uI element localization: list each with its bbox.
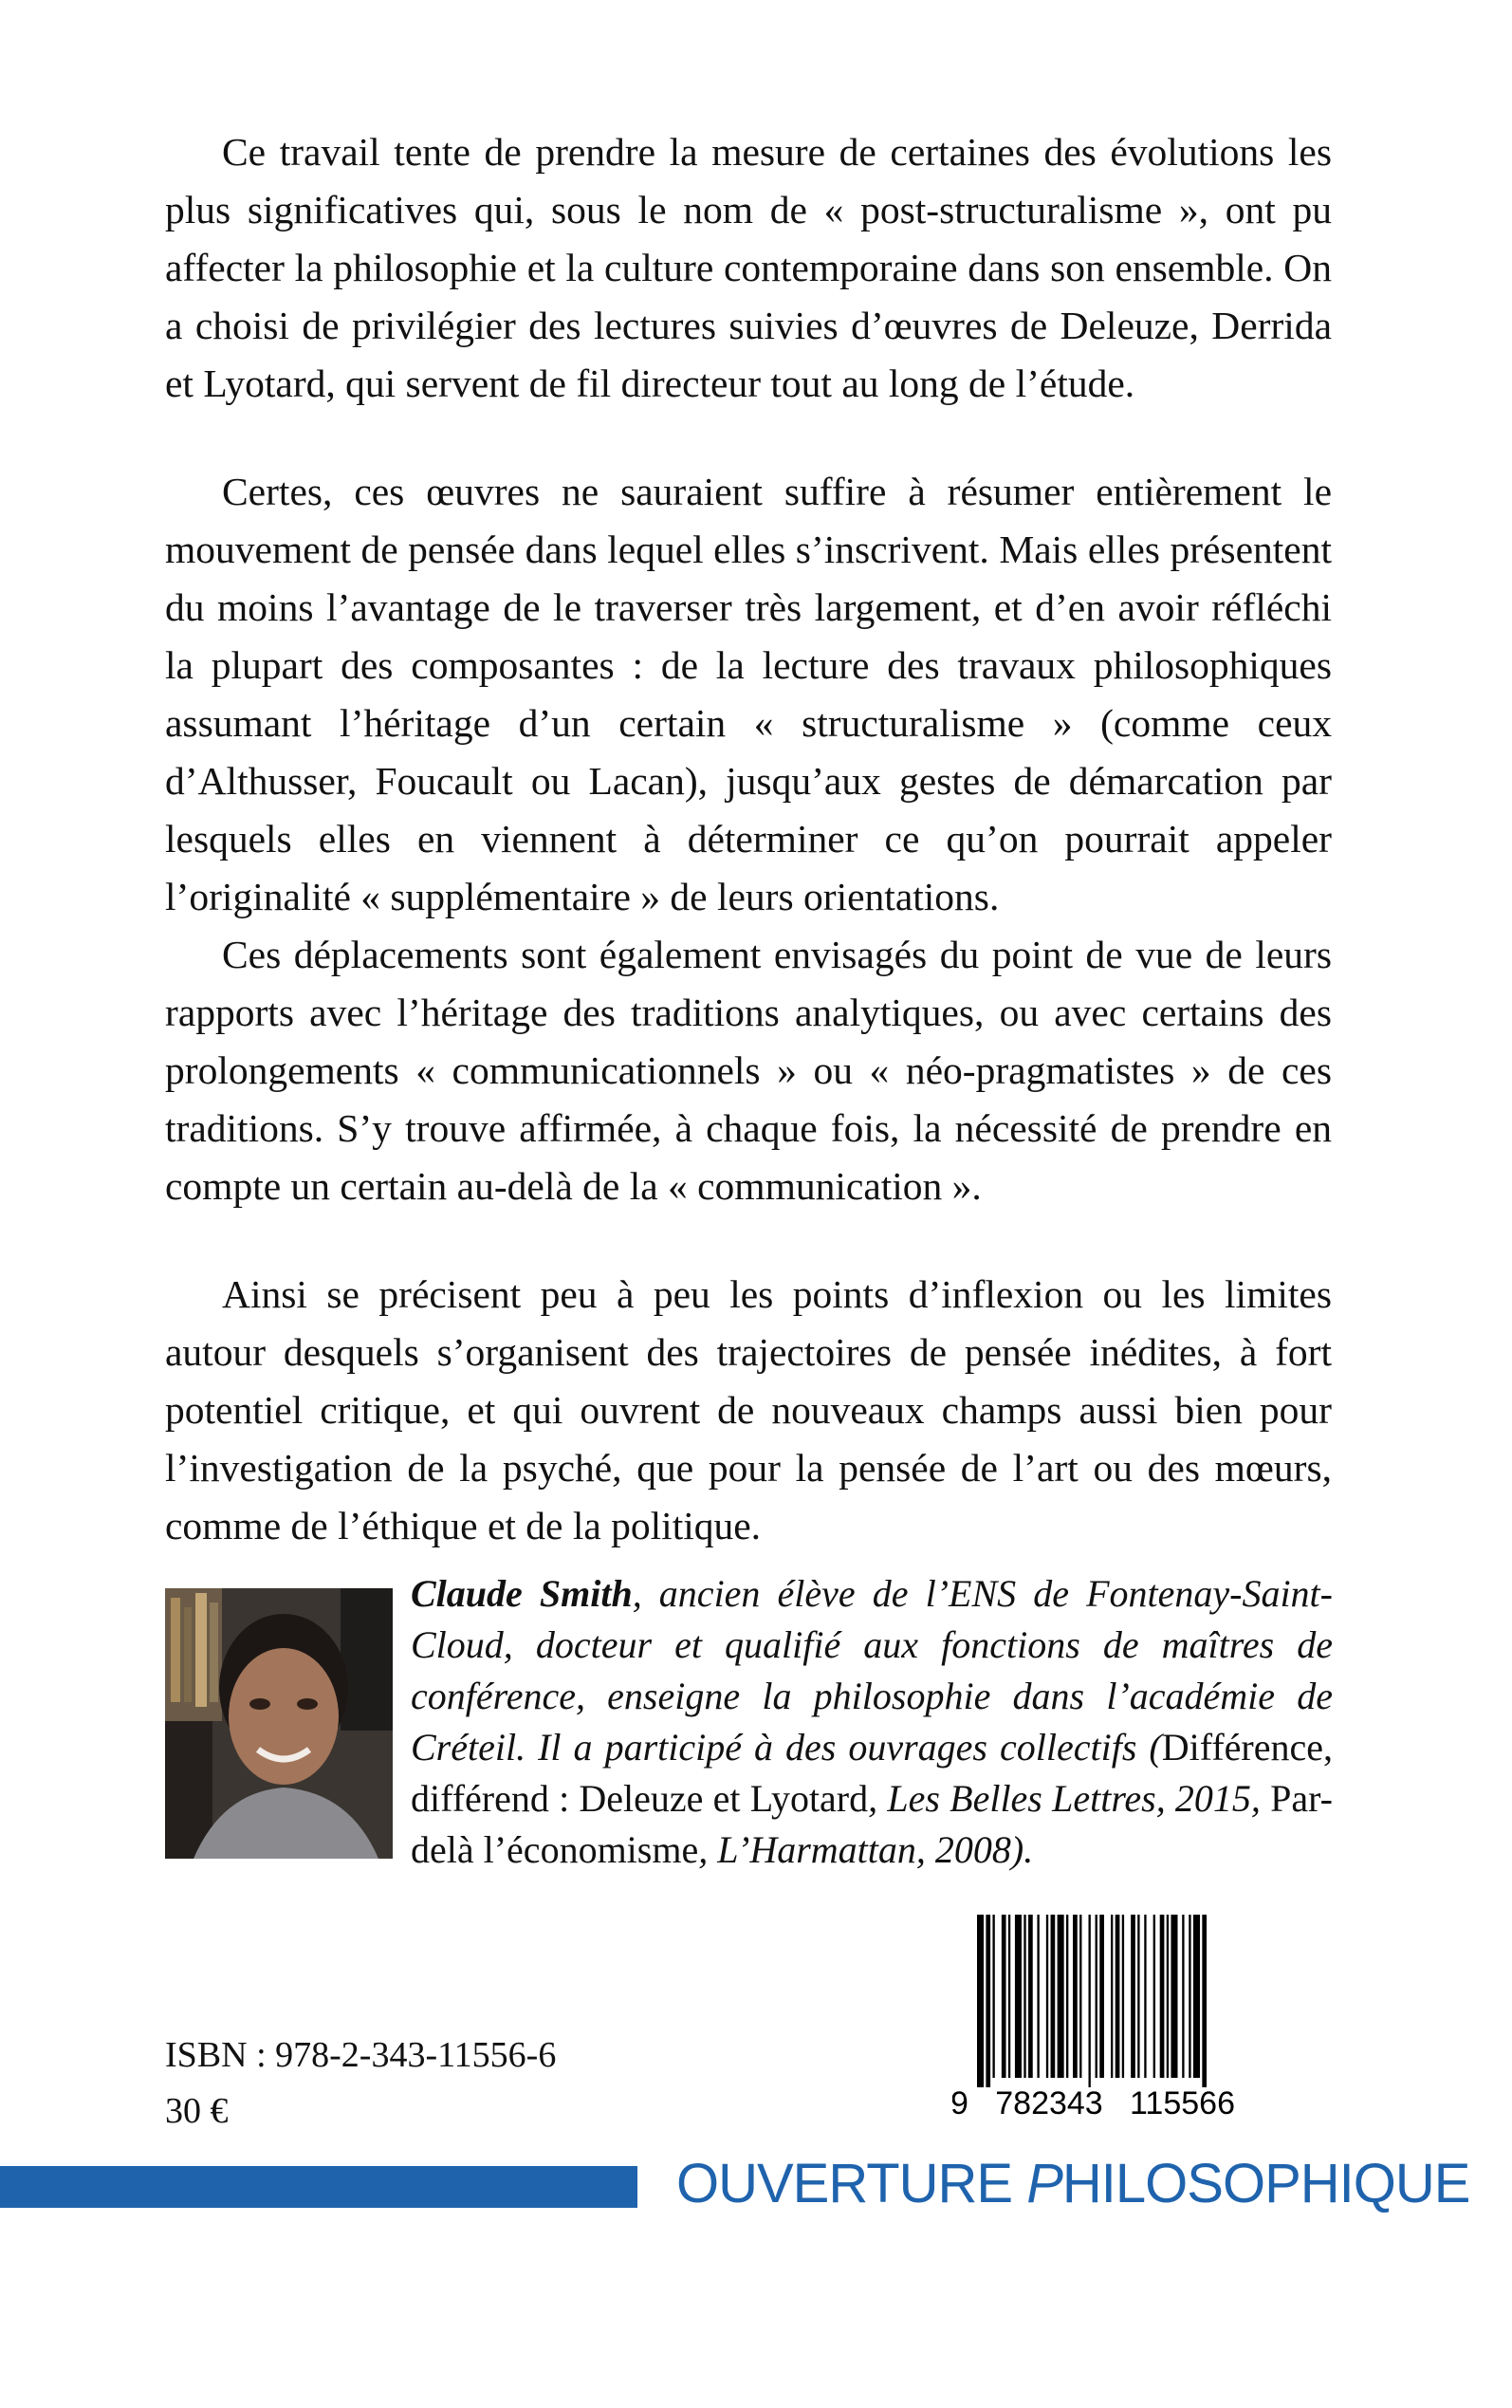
publisher-text: , Les Belles Lettres, 2015, [868,1777,1271,1820]
isbn-label: ISBN : 978-2-343-11556-6 [165,2035,557,2075]
barcode-bar [1111,1915,1113,2078]
barcode-bar [986,1915,990,2087]
barcode-bar [1066,1915,1068,2078]
barcode-bar [1096,1915,1097,2078]
barcode-bar [1046,1915,1048,2078]
series-color-bar [0,2166,637,2208]
barcode [952,1915,1334,2119]
price-label: 30 € [165,2091,229,2131]
author-photo [165,1588,393,1859]
barcode-bar [1037,1915,1039,2078]
barcode-bar [1144,1915,1146,2078]
barcode-bar [1051,1915,1056,2078]
barcode-bar [1171,1915,1177,2078]
barcode-bar [1079,1915,1081,2078]
barcode-bar [1193,1915,1200,2078]
author-portrait-image [165,1588,393,1859]
barcode-bar [1028,1915,1033,2078]
barcode-bar [1099,1915,1104,2078]
barcode-bar [977,1915,984,2087]
barcode-bars [952,1915,1334,2119]
blurb-paragraph: Ce travail tente de prendre la mesure de certaines des évolutions les plus significatives qui, sous le nom de « post-structuralisme », ont pu affecter la philosophie et la culture contemporaine dans son ensemble. On a choisi de privilégier des lectures suivies d’œuvres de Deleuze, Derrida et Lyotard, qui servent de fil directeur tout au long de l’étude. [165,130,1332,405]
barcode-bar [1002,1915,1006,2078]
barcode-bar [1015,1915,1022,2078]
barcode-bar [1073,1915,1078,2078]
barcode-bar [1089,1915,1091,2087]
publisher-text: , L’Harmattan, 2008). [698,1828,1034,1871]
author-name: Claude Smith [411,1572,633,1615]
work-title: Par-delà l’économisme [411,1777,1333,1871]
barcode-bar [1008,1915,1010,2078]
barcode-bar [1116,1915,1120,2078]
barcode-bar [992,1915,994,2078]
barcode-bar [1122,1915,1124,2078]
barcode-bar [1202,1915,1207,2087]
barcode-bar [1153,1915,1155,2078]
blurb-paragraph: Certes, ces œuvres ne sauraient suffire à résumer entièrement le mouvement de pensée dans lequel elles s’inscrivent. Mais elles présentent du moins l’avantage de le traverser très largement, et d’en avoir réfléchi la plupart des composantes : de la lecture des travaux philosophiques assumant l’héritage d’un certain « structuralisme » (comme ceux d’Althusser, Foucault ou Lacan), jusqu’aux gestes de démarcation par lesquels elles en viennent à déterminer ce qu’on pourrait appeler l’originalité « supplémentaire » de leurs orientations. [165,470,1332,918]
barcode-digits: 9 782343 115566 [952,2085,1235,2119]
barcode-bar [1189,1915,1190,2078]
work-title: Différence, différend : Deleuze et Lyotard [411,1726,1333,1820]
barcode-bar [1160,1915,1165,2078]
barcode-bar [1137,1915,1139,2078]
blurb-paragraph: Ainsi se précisent peu à peu les points d’inflexion ou les limites autour desquels s’organisent des trajectoires de pensée inédites, à fort potentiel critique, et qui ouvrent de nouveaux champs aussi bien pour l’investigation de la psyché, que pour la pensée de l’art ou des mœurs, comme de l’éthique et de la politique. [165,1272,1332,1547]
series-title: OUVERTURE PHILOSOPHIQUE [676,2153,1470,2214]
barcode-bar [1131,1915,1135,2078]
blurb-paragraph: Ces déplacements sont également envisagés du point de vue de leurs rapports avec l’héritage des traditions analytiques, ou avec certains des prolongements « communicationnels » ou « néo-pragmatistes » de ces traditions. S’y trouve affirmée, à chaque fois, la nécessité de prendre en compte un certain au-delà de la « communication ». [165,933,1332,1208]
barcode-bar [1058,1915,1064,2078]
barcode-bar [1167,1915,1169,2078]
author-bio-text: , ancien élève de l’ENS de Fontenay-Saint-Cloud, docteur et qualifié aux fonctions de maîtres de conférence, enseigne la philosophie dans l’académie de Créteil. Il a participé à des ouvrages collectifs ( [411,1572,1333,1769]
barcode-bar [1023,1915,1025,2078]
barcode-bar [1182,1915,1184,2078]
back-cover-blurb [165,123,1332,1555]
author-bio [411,1568,1333,1876]
